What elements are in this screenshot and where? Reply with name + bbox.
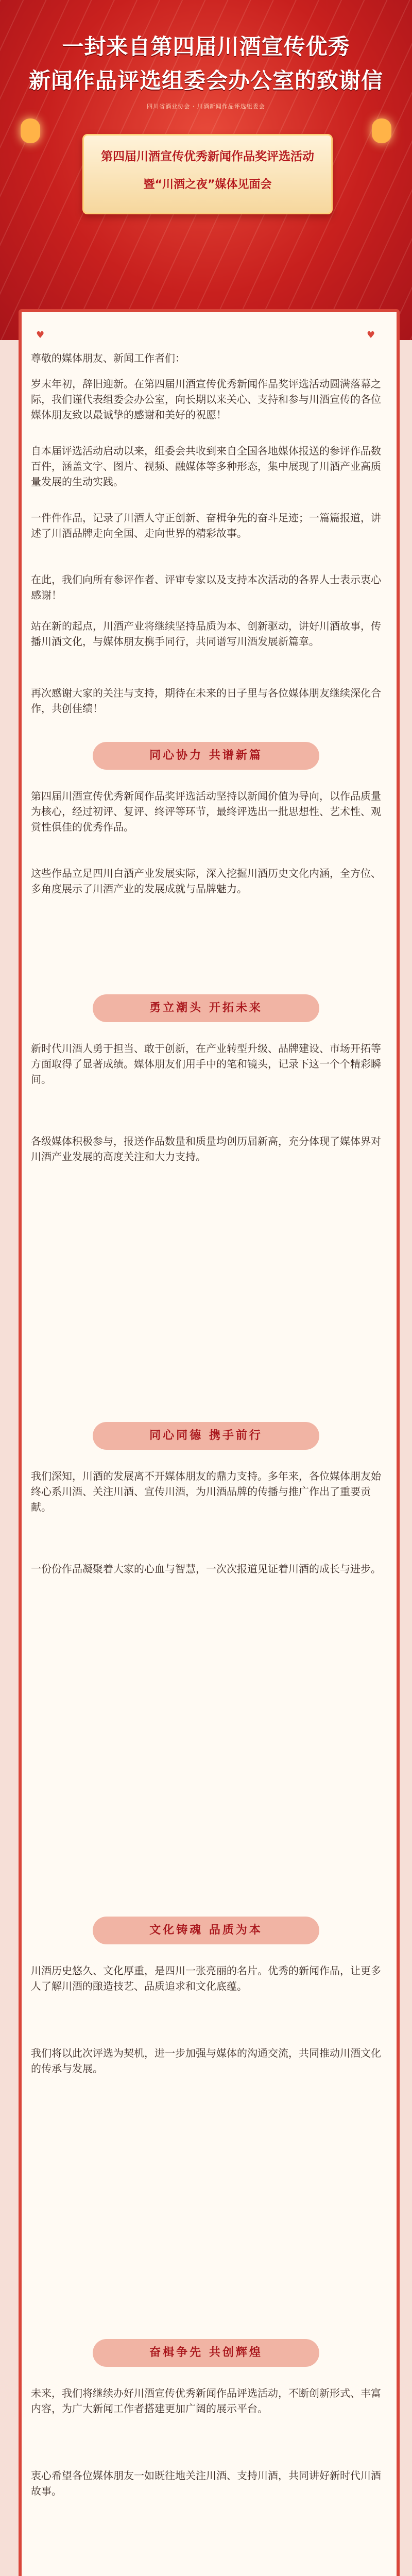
heart-icon: ♥ bbox=[367, 330, 375, 341]
paragraph: 自本届评选活动启动以来，组委会共收到来自全国各地媒体报送的参评作品数百件，涵盖文字、图片、视频、融媒体等多种形态，集中展现了川酒产业高质量发展的生动实践。 bbox=[31, 445, 381, 488]
section-heading: 奋楫争先 共创辉煌 bbox=[93, 2339, 319, 2367]
paragraph: 站在新的起点，川酒产业将继续坚持品质为本、创新驱动，讲好川酒故事，传播川酒文化，与媒体朋友携手同行，共同谱写川酒发展新篇章。 bbox=[31, 620, 381, 648]
greeting: 尊敬的媒体朋友、新闻工作者们： bbox=[31, 352, 185, 364]
event-subtitle: 暨“川酒之夜”媒体见面会 bbox=[143, 178, 272, 191]
paragraph: 一份份作品凝聚着大家的心血与智慧，一次次报道见证着川酒的成长与进步。 bbox=[31, 1563, 381, 1575]
title-line-1: 一封来自第四届川酒宣传优秀 bbox=[62, 34, 350, 59]
paragraph: 再次感谢大家的关注与支持，期待在未来的日子里与各位媒体朋友继续深化合作，共创佳绩！ bbox=[31, 687, 381, 715]
title-line-2: 新闻作品评选组委会办公室的致谢信 bbox=[28, 68, 383, 93]
paragraph: 第四届川酒宣传优秀新闻作品奖评选活动坚持以新闻价值为导向，以作品质量为核心，经过初评、复评、终评等环节，最终评选出一批思想性、艺术性、观赏性俱佳的优秀作品。 bbox=[31, 790, 381, 833]
paragraph: 我们将以此次评选为契机，进一步加强与媒体的沟通交流，共同推动川酒文化的传承与发展。 bbox=[31, 2047, 381, 2075]
paragraph: 衷心希望各位媒体朋友一如既往地关注川酒、支持川酒，共同讲好新时代川酒故事。 bbox=[31, 2469, 381, 2497]
section-heading: 文化铸魂 品质为本 bbox=[93, 1917, 319, 1944]
paragraph: 各级媒体积极参与，报送作品数量和质量均创历届新高，充分体现了媒体界对川酒产业发展的高度关注和大力支持。 bbox=[31, 1135, 381, 1163]
publisher-line: 四川省酒业协会 · 川酒新闻作品评选组委会 bbox=[147, 103, 265, 110]
header-banner bbox=[0, 0, 412, 340]
paragraph: 未来，我们将继续办好川酒宣传优秀新闻作品评选活动，不断创新形式、丰富内容，为广大新闻工作者搭建更加广阔的展示平台。 bbox=[31, 2387, 381, 2415]
section-heading: 同心同德 携手前行 bbox=[93, 1422, 319, 1450]
paragraph: 这些作品立足四川白酒产业发展实际，深入挖掘川酒历史文化内涵，全方位、多角度展示了川酒产业的发展成就与品牌魅力。 bbox=[31, 867, 381, 895]
paragraph: 岁末年初，辞旧迎新。在第四届川酒宣传优秀新闻作品奖评选活动圆满落幕之际，我们谨代表组委会办公室，向长期以来关心、支持和参与川酒宣传的各位媒体朋友致以最诚挚的感谢和美好的祝愿！ bbox=[31, 378, 381, 421]
paragraph: 一件件作品，记录了川酒人守正创新、奋楫争先的奋斗足迹；一篇篇报道，讲述了川酒品牌走向全国、走向世界的精彩故事。 bbox=[31, 512, 381, 539]
heart-icon: ♥ bbox=[36, 330, 45, 341]
paragraph: 在此，我们向所有参评作者、评审专家以及支持本次活动的各界人士表示衷心感谢！ bbox=[31, 573, 381, 601]
event-title: 第四届川酒宣传优秀新闻作品奖评选活动 bbox=[101, 150, 314, 163]
event-badge bbox=[82, 134, 333, 214]
section-heading: 勇立潮头 开拓未来 bbox=[93, 994, 319, 1022]
paragraph: 新时代川酒人勇于担当、敢于创新，在产业转型升级、品牌建设、市场开拓等方面取得了显著成绩。媒体朋友们用手中的笔和镜头，记录下这一个个精彩瞬间。 bbox=[31, 1042, 381, 1086]
lantern-icon bbox=[21, 118, 40, 143]
paragraph: 川酒历史悠久、文化厚重，是四川一张亮丽的名片。优秀的新闻作品，让更多人了解川酒的酿造技艺、品质追求和文化底蕴。 bbox=[31, 1964, 381, 1992]
lantern-icon bbox=[372, 118, 391, 143]
paragraph: 我们深知，川酒的发展离不开媒体朋友的鼎力支持。多年来，各位媒体朋友始终心系川酒、关注川酒、宣传川酒，为川酒品牌的传播与推广作出了重要贡献。 bbox=[31, 1470, 381, 1513]
section-heading: 同心协力 共谱新篇 bbox=[93, 742, 319, 770]
